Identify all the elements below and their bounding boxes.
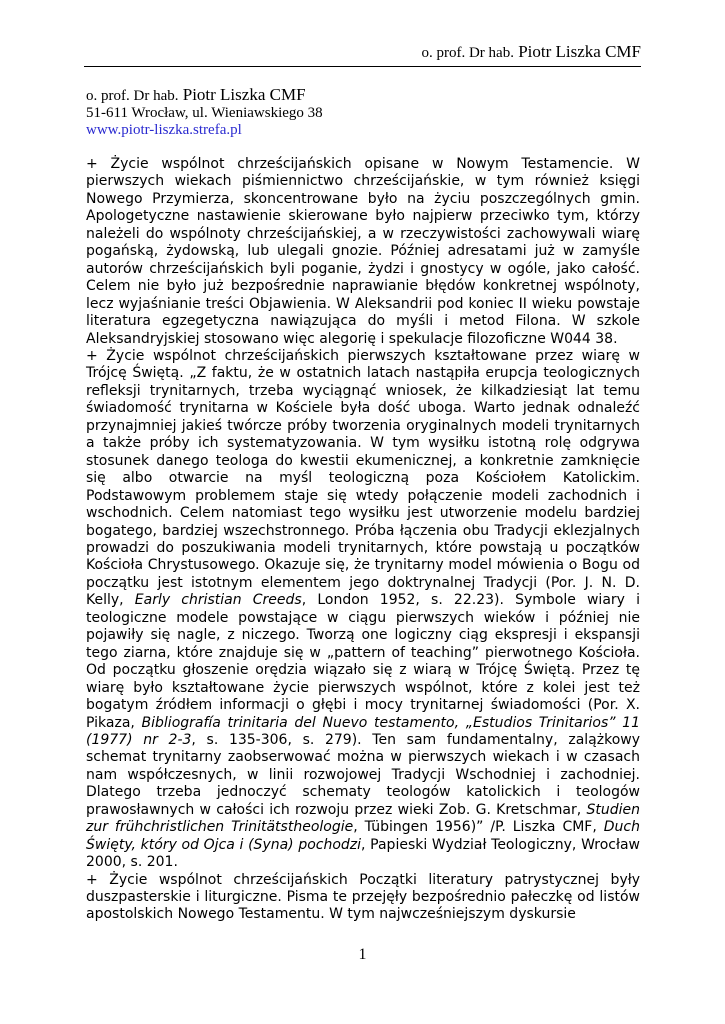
paragraph-2-text: , London 1952, s. 22.23). Symbole wiary i teologiczne modele powstające w ciągu pierwszych wieków i później nie pojawiły się nagle, z niczego. Tworzą one logiczny ciąg ekspresji i ekspansji tego ziarna, które znajduje się w „pattern of teaching” pierwotnego Kościoła. Od początku głoszenie orędzia wiązało się z wiarą w Trójcę Świętą. Przez tę wiarę było kształtowane życie pierwszych wspólnot, które z kolei jest też bogatym źródłem informacji o głębi i mocy trynitarnej świadomości (Por. X. Pikaza, [86,592,640,731]
page-number: 1 [358,946,367,963]
author-prefix: o. prof. Dr hab. [86,88,179,104]
paragraph-2 [86,348,640,872]
paragraph-2-text: , s. 135-306, s. 279). Ten sam fundamentalny, zalążkowy schemat trynitarny zaobserwować można w pierwszych wiekach i w czasach nam współczesnych, w linii rozwojowej Tradycji Wschodniej i zachodniej. Dlatego trzeba jednoczyć schematy teologów katolickich i teologów prawosławnych w całości ich rozwoju przez wieki Zob. G. Kretschmar, [86,731,640,818]
running-header [421,42,641,62]
citation-title: Early christian Creeds [134,592,302,609]
author-block [86,86,646,139]
header-prefix: o. prof. Dr hab. [421,45,514,61]
author-address: 51-611 Wrocław, ul. Wieniawskiego 38 [86,105,323,121]
paragraph-3: + Życie wspólnot chrześcijańskich Początki literatury patrystycznej były duszpasterskie i liturgiczne. Pisma te przejęły bezpośrednio pałeczkę od listów apostolskich Nowego Testamentu. W tym najwcześniejszym dyskursie [86,871,640,923]
body-text [86,156,640,924]
citation-title: Bibliografía trinitaria del Nuevo testamento, „Estudios Trinitarios” 11 (1977) nr 2-3 [86,714,641,748]
author-name-line [86,86,646,105]
header-name: Piotr Liszka CMF [518,42,641,61]
paragraph-1: + Życie wspólnot chrześcijańskich opisane w Nowym Testamencie. W pierwszych wiekach piśmiennictwo chrześcijańskie, w tym również księgi Nowego Przymierza, skoncentrowane było na życiu poszczególnych gmin. Apologetyczne nastawienie skierowane było najpierw przeciwko tym, którzy należeli do wspólnoty chrześcijańskiej, a w rzeczywistości zachowywali wiarę pogańską, żydowską, lub ulegali gnozie. Później adresatami już w zamyśle autorów chrześcijańskich byli poganie, żydzi i gnostycy w ogóle, jako całość. Celem nie było już bezpośrednie naprawianie błędów konkretnej wspólnoty, lecz wyjaśnianie treści Objawienia. W Aleksandrii pod koniec II wieku powstaje literatura egzegetyczna nawiązująca do myśli i metod Filona. W szkole Aleksandryjskiej stosowano więc alegorię i spekulacje filozoficzne W044 38. [86,156,640,347]
author-name: Piotr Liszka CMF [182,85,306,104]
paragraph-2-text: + Życie wspólnot chrześcijańskich pierwszych kształtowane przez wiarę w Trójcę Świętą. „Z faktu, że w ostatnich latach nastąpiła erupcja teologicznych refleksji trynitarnych, trzeba wyciągnąć wniosek, że kilkadziesiąt lat temu świadomość trynitarna w Kościele była dość uboga. Warto jednak odnaleźć przynajmniej jakieś twórcze próby tworzenia oryginalnych modeli trynitarnych a także próby ich systematyzowania. W tym wysiłku istotną rolę odgrywa stosunek danego teologa do kwestii ekumenicznej, a konkretnie zamknięcie się albo otwarcie na myśl teologiczną poza Kościołem Katolickim. Podstawowym problemem staje się wtedy połączenie modeli zachodnich i wschodnich. Celem natomiast tego wysiłku jest utworzenie modelu bardziej bogatego, bardziej wszechstronnego. Próba łączenia obu Tradycji eklezjalnych prowadzi do poszukiwania modeli trynitarnych, które powstają u początków Kościoła Chrystusowego. Okazuje się, że trynitarny model mówienia o Bogu od początku jest istotnym elementem jego doktrynalnej Tradycji (Por. J. N. D. Kelly, [86,347,640,609]
paragraph-2-text: , Tübingen 1956)” /P. Liszka CMF, [353,819,604,836]
citation-title: Duch Święty, który od Ojca i (Syna) pochodzi [86,819,640,853]
citation-title: Studien zur frühchristlichen Trinitätstheologie [86,801,640,836]
header-rule [84,66,641,67]
author-website-link[interactable]: www.piotr-liszka.strefa.pl [86,122,242,138]
paragraph-2-text: , Papieski Wydział Teologiczny, Wrocław 2000, s. 201. [86,836,640,871]
